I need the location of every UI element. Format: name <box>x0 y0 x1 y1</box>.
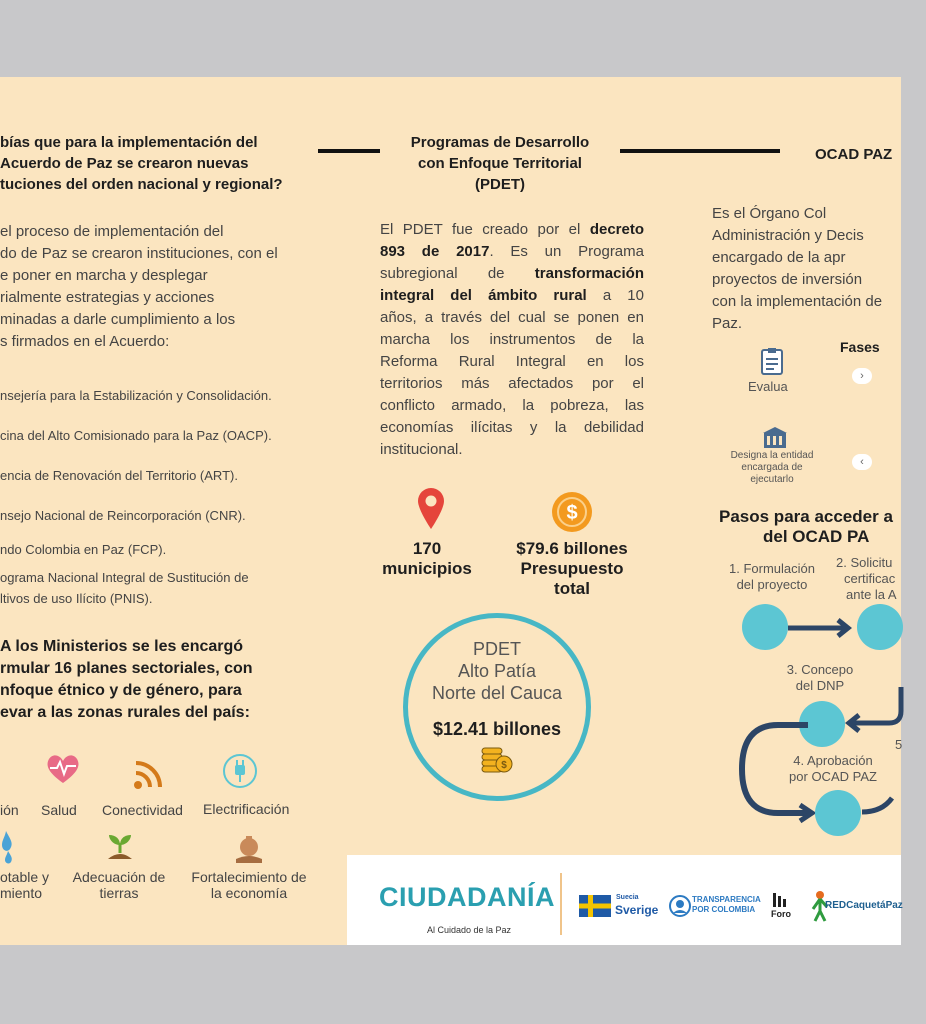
ocad-line: Es el Órgano Col <box>712 205 827 222</box>
pdet-bold-run: integral del ámbito rural <box>380 287 587 304</box>
phases-title: Fases <box>840 339 880 355</box>
transparencia-line: POR COLOMBIA <box>692 905 756 914</box>
steps-title <box>712 507 912 547</box>
phase-designate-label <box>722 450 822 486</box>
intro-line: s firmados en el Acuerdo: <box>0 333 170 350</box>
pdet-title-line: Programas de Desarrollo <box>410 134 590 151</box>
intro-line: minadas a darle cumplimiento a los <box>0 311 236 328</box>
step-5-label: 5 <box>895 737 903 752</box>
pdet-text-run: . Es un Programa <box>489 243 644 260</box>
sector-label-line: la economía <box>210 885 288 901</box>
sector-label-land <box>66 869 172 901</box>
ministries-heading <box>0 636 300 724</box>
pdet-circle-line: Norte del Cauca <box>431 683 563 703</box>
pdet-text-run: a 10 <box>586 287 644 304</box>
stat-value: $79.6 billones <box>516 539 628 558</box>
health-icon <box>45 753 81 790</box>
question-line: Acuerdo de Paz se crearon nuevas <box>0 155 249 172</box>
step-2-label <box>836 555 926 603</box>
pdet-text-run: años, a través del cual se ponen en <box>380 309 644 326</box>
ocad-line: Paz. <box>712 315 743 332</box>
electric-plug-icon <box>222 753 258 794</box>
ministries-line: rmular 16 planes sectoriales, con <box>0 660 253 677</box>
transparencia-line: TRANSPARENCIA <box>692 895 761 904</box>
sector-label-line: Fortalecimiento de <box>191 869 307 885</box>
stat-label: total <box>554 579 590 598</box>
step-1-node <box>742 604 788 650</box>
arrow-left-connector <box>845 687 901 732</box>
step-4-node <box>815 790 861 836</box>
sverige-label: Sverige <box>615 903 659 917</box>
pdet-line <box>380 417 644 439</box>
brochure-sheet <box>0 77 901 945</box>
pdet-bold-run: decreto <box>589 221 644 238</box>
phase-line: ejecutarlo <box>750 474 794 485</box>
header-rule-right <box>620 149 780 153</box>
institution-item: nsejería para la Estabilización y Consolidación. <box>0 388 272 403</box>
sector-label-economy <box>183 869 315 901</box>
pdet-line <box>380 329 644 351</box>
pdet-text-run: economías ilícitas y la debilidad <box>380 419 644 436</box>
ocad-line: encargado de la apr <box>712 249 846 266</box>
institution-item: ndo Colombia en Paz (FCP). <box>0 542 167 557</box>
ocad-line: con la implementación de <box>712 293 883 310</box>
arrow-right-loop <box>862 792 902 837</box>
stat-value: 170 <box>412 539 442 558</box>
stat-municipios <box>372 539 482 579</box>
arrow-right-connector <box>788 617 858 644</box>
chevron-left-icon: ‹ <box>852 454 872 470</box>
pdet-line <box>380 285 644 307</box>
institution-item: nsejo Nacional de Reincorporación (CNR). <box>0 508 246 523</box>
ocad-line: proyectos de inversión <box>712 271 863 288</box>
pdet-paragraph <box>380 219 644 461</box>
pdet-text-run: Reforma Rural Integral en los <box>380 353 644 370</box>
question-line: bías que para la implementación del <box>0 134 258 151</box>
stat-budget <box>500 539 644 599</box>
steps-title-line: del OCAD PA <box>763 527 870 546</box>
pdet-text-run: marcha los instrumentos de la <box>380 331 644 348</box>
phase-line: encargada de <box>741 462 803 473</box>
pdet-text-run: subregional de <box>380 265 535 282</box>
sweden-flag-icon <box>579 895 611 922</box>
sector-label: Conectividad <box>102 802 183 818</box>
phase-evaluate-label: Evalua <box>748 379 788 394</box>
pdet-line <box>380 439 644 461</box>
intro-line: el proceso de implementación del <box>0 223 224 240</box>
pdet-paragraph-lines <box>380 219 644 461</box>
sector-label-line: Adecuación de <box>72 869 166 885</box>
pdet-circle-line: PDET <box>472 639 521 659</box>
red-caqueta-label: REDCaquetáPaz <box>825 900 903 911</box>
ocad-paragraph <box>712 203 912 335</box>
stat-label: municipios <box>382 559 472 578</box>
ministries-line: A los Ministerios se les encargó <box>0 638 244 655</box>
step-line: certificac <box>844 571 896 586</box>
footer-divider <box>560 873 562 935</box>
pdet-text-run: territorios más afectados por el <box>380 375 644 392</box>
sector-label-line: tierras <box>99 885 139 901</box>
sverige-small-label: Suecia <box>616 894 639 901</box>
pdet-amount: $12.41 billones <box>432 719 562 739</box>
steps-title-line: Pasos para acceder a <box>719 507 893 526</box>
ocad-line: Administración y Decis <box>712 227 864 244</box>
pdet-text-run: institucional. <box>380 441 463 458</box>
institution-item: cina del Alto Comisionado para la Paz (OACP). <box>0 428 272 443</box>
stat-label: Presupuesto <box>520 559 624 578</box>
water-drops-icon <box>0 829 18 870</box>
pdet-text-run: conflicto armado, la pobreza, las <box>380 397 644 414</box>
foro-label: Foro <box>771 909 791 919</box>
pdet-line <box>380 351 644 373</box>
pdet-bold-run: transformación <box>534 265 644 282</box>
step-4-label <box>776 753 890 785</box>
coin-icon <box>551 491 593 538</box>
sector-label-water <box>0 869 49 901</box>
pdet-title-line: (PDET) <box>475 176 525 193</box>
transparencia-logo-icon <box>669 895 691 922</box>
step-line: del proyecto <box>736 577 808 592</box>
money-bag-hand-icon <box>234 833 264 870</box>
intro-line: e poner en marcha y desplegar <box>0 267 208 284</box>
left-question-heading <box>0 132 300 195</box>
sprout-icon <box>105 831 135 870</box>
pdet-text-run: El PDET fue creado por el <box>380 221 590 238</box>
pdet-circle-line: Alto Patía <box>457 661 537 681</box>
pdet-line <box>380 395 644 417</box>
step-line: 2. Solicitu <box>836 555 893 570</box>
ministries-line: evar a las zonas rurales del país: <box>0 704 250 721</box>
wifi-signal-icon <box>132 757 166 796</box>
step-line: 1. Formulación <box>729 561 815 576</box>
step-line: 3. Concepo <box>786 662 854 677</box>
pdet-bold-run: 893 de 2017 <box>380 243 490 260</box>
intro-line: do de Paz se crearon instituciones, con el <box>0 245 278 262</box>
left-intro-paragraph <box>0 221 298 353</box>
pdet-title <box>390 132 610 195</box>
step-line: 4. Aprobación <box>793 753 873 768</box>
ciudadania-tagline: Al Cuidado de la Paz <box>427 925 512 935</box>
ciudadania-logo: CIUDADANÍA <box>379 882 555 912</box>
ocad-title: OCAD PAZ <box>815 146 893 163</box>
pdet-region-circle <box>403 613 591 801</box>
pdet-line <box>380 263 644 285</box>
institution-item: ltivos de uso Ilícito (PNIS). <box>0 591 153 606</box>
sector-label: Salud <box>41 802 77 818</box>
institution-item: encia de Renovación del Territorio (ART). <box>0 468 238 483</box>
clipboard-icon <box>760 347 784 380</box>
step-2-node <box>857 604 903 650</box>
intro-line: rialmente estrategias y acciones <box>0 289 215 306</box>
pdet-line <box>380 307 644 329</box>
step-line: ante la A <box>846 587 897 602</box>
pdet-line <box>380 219 644 241</box>
phase-line: Designa la entidad <box>730 450 814 461</box>
ministries-line: nfoque étnico y de género, para <box>0 682 242 699</box>
location-pin-icon <box>416 486 446 535</box>
svg-text:$: $ <box>566 502 578 524</box>
header-rule-left <box>318 149 380 153</box>
step-line: del DNP <box>795 678 845 693</box>
svg-text:$: $ <box>501 760 507 771</box>
sponsors-footer <box>347 855 901 945</box>
sector-label-line: otable y <box>0 869 50 885</box>
sector-label: Electrificación <box>203 801 290 817</box>
question-line: tuciones del orden nacional y regional? <box>0 176 283 193</box>
pdet-line <box>380 241 644 263</box>
pdet-line <box>380 373 644 395</box>
transparencia-label <box>692 895 761 915</box>
institution-item: ograma Nacional Integral de Sustitución de <box>0 570 249 585</box>
coin-stack-icon <box>408 742 586 779</box>
step-line: por OCAD PAZ <box>789 769 877 784</box>
step-1-label <box>712 561 832 593</box>
chevron-right-icon: › <box>852 368 872 384</box>
sector-label-line: miento <box>0 885 43 901</box>
pdet-title-line: con Enfoque Territorial <box>418 155 582 172</box>
sector-label: ión <box>0 802 19 818</box>
